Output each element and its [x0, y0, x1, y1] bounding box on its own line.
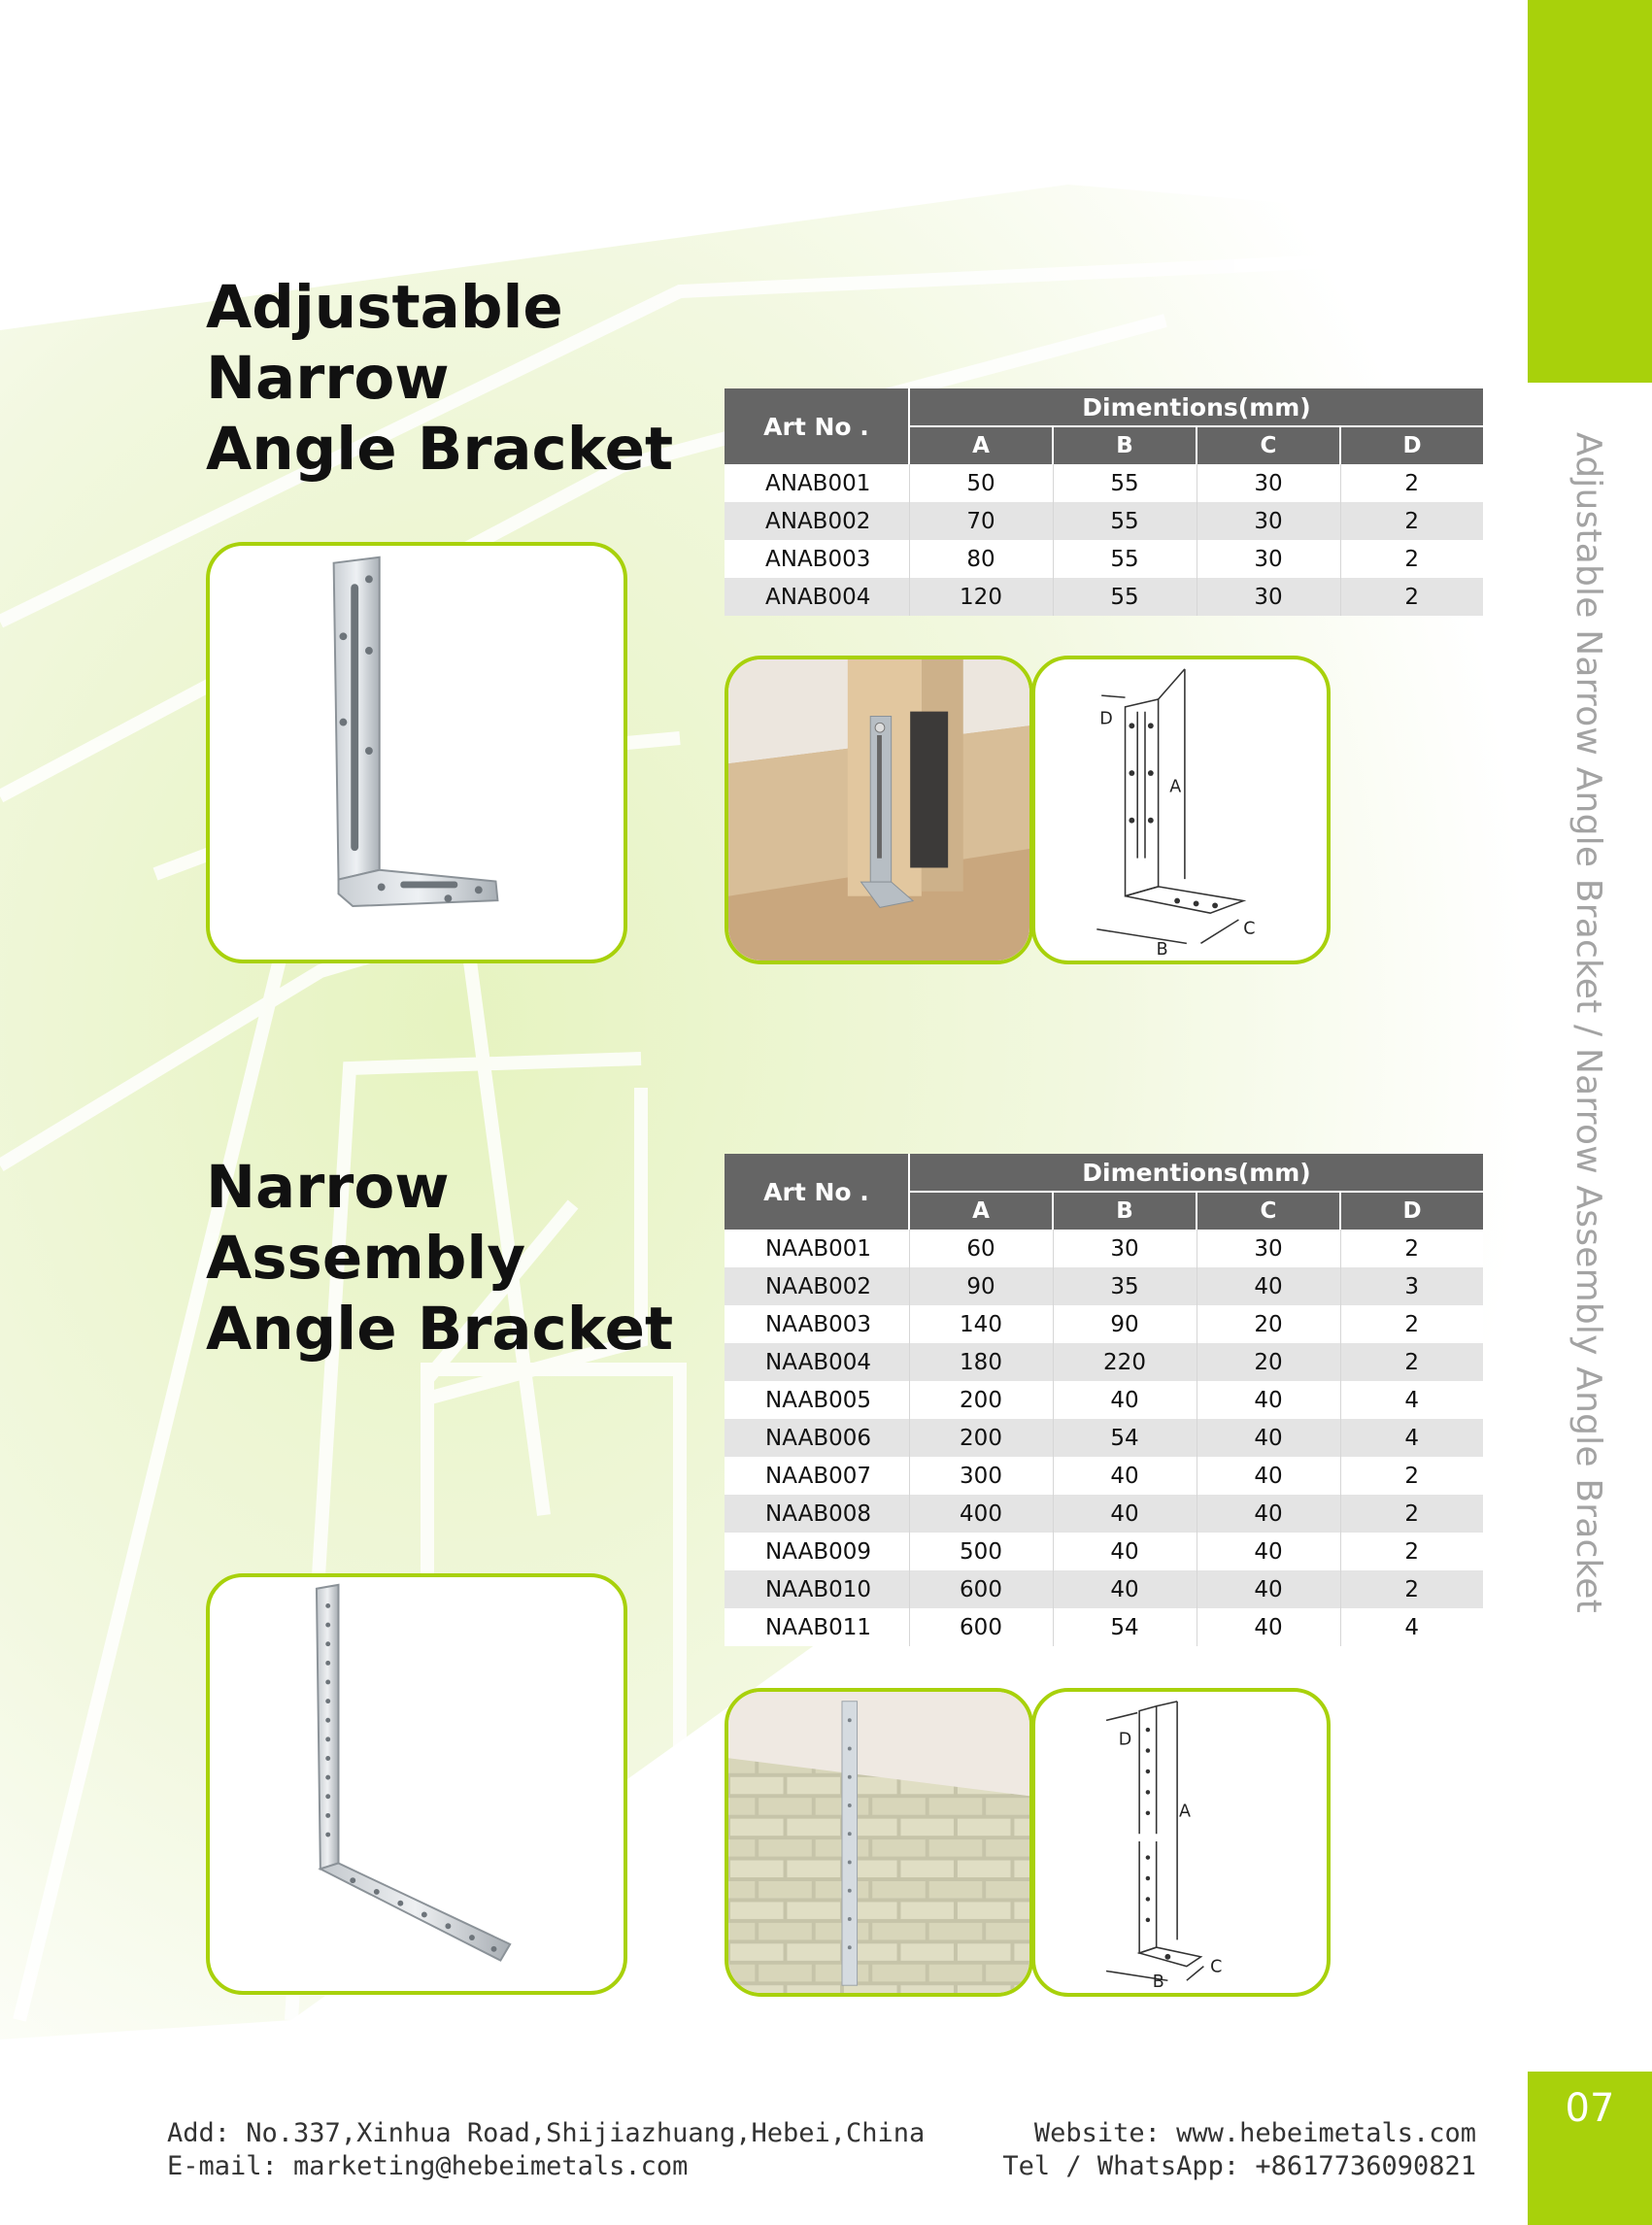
column-header: C — [1197, 426, 1340, 464]
table-cell: 40 — [1197, 1419, 1340, 1457]
dimensions-header: Dimentions(mm) — [909, 1154, 1483, 1192]
table-cell: 2 — [1340, 464, 1483, 502]
table-cell: 2 — [1340, 1305, 1483, 1343]
table-cell: NAAB011 — [725, 1608, 909, 1646]
diagram-label-d: D — [1118, 1730, 1132, 1750]
table-cell: NAAB009 — [725, 1533, 909, 1570]
table-cell: 80 — [909, 540, 1053, 578]
table-cell: NAAB006 — [725, 1419, 909, 1457]
table-cell: 30 — [1053, 1230, 1197, 1267]
table-cell: 40 — [1053, 1533, 1197, 1570]
art-no-header: Art No . — [725, 1154, 909, 1230]
table-cell: 30 — [1197, 540, 1340, 578]
table-row — [725, 1267, 1483, 1305]
table-cell: 600 — [909, 1608, 1053, 1646]
title-line: Narrow — [206, 1153, 450, 1222]
dimensions-header: Dimentions(mm) — [909, 388, 1483, 426]
table-cell: 90 — [909, 1267, 1053, 1305]
table-cell: 40 — [1053, 1495, 1197, 1533]
dimension-diagram-adjustable — [1031, 656, 1331, 964]
section-title-narrow-assembly — [206, 1152, 673, 1365]
table-cell: 40 — [1197, 1495, 1340, 1533]
table-cell: 4 — [1340, 1381, 1483, 1419]
installation-photo-adjustable — [725, 656, 1033, 964]
table-cell: 20 — [1197, 1343, 1340, 1381]
table-cell: 54 — [1053, 1419, 1197, 1457]
table-cell: 20 — [1197, 1305, 1340, 1343]
table-cell: 2 — [1340, 540, 1483, 578]
table-cell: NAAB008 — [725, 1495, 909, 1533]
table-cell: 200 — [909, 1419, 1053, 1457]
table-row — [725, 464, 1483, 502]
table-cell: 400 — [909, 1495, 1053, 1533]
table-cell: ANAB004 — [725, 578, 909, 616]
column-header: C — [1197, 1192, 1340, 1230]
title-line: Narrow — [206, 344, 450, 413]
side-caption: Adjustable Narrow Angle Bracket / Narrow Assembly Angle Bracket — [1568, 432, 1608, 1613]
footer-tel: Tel / WhatsApp: +8617736090821 — [1002, 2151, 1476, 2181]
installation-photo-narrow-assembly — [725, 1688, 1033, 1997]
table-row — [725, 1570, 1483, 1608]
accent-bar-top — [1528, 0, 1652, 383]
table-cell: 54 — [1053, 1608, 1197, 1646]
table-cell: 60 — [909, 1230, 1053, 1267]
table-cell: 300 — [909, 1457, 1053, 1495]
product-photo-adjustable-bracket — [206, 542, 627, 963]
table-cell: 2 — [1340, 578, 1483, 616]
table-cell: 2 — [1340, 1533, 1483, 1570]
table-cell: 200 — [909, 1381, 1053, 1419]
title-line: Assembly — [206, 1224, 526, 1293]
table-row — [725, 1495, 1483, 1533]
table-cell: 50 — [909, 464, 1053, 502]
table-cell: 2 — [1340, 502, 1483, 540]
column-header: D — [1340, 1192, 1483, 1230]
table-cell: 220 — [1053, 1343, 1197, 1381]
table-cell: 2 — [1340, 1570, 1483, 1608]
table-cell: 35 — [1053, 1267, 1197, 1305]
table-cell: 3 — [1340, 1267, 1483, 1305]
art-no-header: Art No . — [725, 388, 909, 464]
table-cell: 40 — [1053, 1457, 1197, 1495]
table-cell: 2 — [1340, 1230, 1483, 1267]
table-cell: NAAB010 — [725, 1570, 909, 1608]
table-cell: 30 — [1197, 502, 1340, 540]
table-row — [725, 1533, 1483, 1570]
column-header: A — [909, 1192, 1053, 1230]
table-cell: 2 — [1340, 1495, 1483, 1533]
table-cell: 40 — [1053, 1570, 1197, 1608]
table-row — [725, 1343, 1483, 1381]
table-row — [725, 578, 1483, 616]
diagram-label-c: C — [1210, 1957, 1223, 1977]
footer-contact-left — [167, 2117, 925, 2183]
table-cell: 70 — [909, 502, 1053, 540]
table-cell: NAAB001 — [725, 1230, 909, 1267]
footer-website: Website: www.hebeimetals.com — [1033, 2118, 1476, 2148]
title-line: Angle Bracket — [206, 1295, 674, 1364]
diagram-label-a: A — [1179, 1802, 1192, 1822]
table-row — [725, 1305, 1483, 1343]
table-cell: NAAB005 — [725, 1381, 909, 1419]
spec-table-anab — [725, 388, 1483, 616]
table-cell: NAAB007 — [725, 1457, 909, 1495]
table-cell: 55 — [1053, 540, 1197, 578]
table-row — [725, 540, 1483, 578]
page-number: 07 — [1565, 2086, 1615, 2131]
table-cell: 4 — [1340, 1608, 1483, 1646]
table-cell: 55 — [1053, 578, 1197, 616]
table-cell: 40 — [1053, 1381, 1197, 1419]
table-cell: NAAB004 — [725, 1343, 909, 1381]
table-row — [725, 1419, 1483, 1457]
table-row — [725, 1608, 1483, 1646]
column-header: A — [909, 426, 1053, 464]
diagram-label-a: A — [1169, 777, 1182, 797]
section-title-adjustable — [206, 272, 673, 485]
table-cell: 600 — [909, 1570, 1053, 1608]
table-cell: 55 — [1053, 502, 1197, 540]
table-row — [725, 1230, 1483, 1267]
diagram-label-b: B — [1152, 1972, 1164, 1993]
diagram-label-d: D — [1099, 709, 1113, 729]
table-cell: 40 — [1197, 1381, 1340, 1419]
table-cell: 40 — [1197, 1533, 1340, 1570]
table-row — [725, 1457, 1483, 1495]
table-row — [725, 502, 1483, 540]
column-header: B — [1053, 426, 1197, 464]
table-cell: 4 — [1340, 1419, 1483, 1457]
table-cell: 90 — [1053, 1305, 1197, 1343]
table-cell: 30 — [1197, 464, 1340, 502]
product-photo-narrow-assembly-bracket — [206, 1573, 627, 1995]
table-cell: 30 — [1197, 578, 1340, 616]
column-header: B — [1053, 1192, 1197, 1230]
column-header: D — [1340, 426, 1483, 464]
table-cell: 30 — [1197, 1230, 1340, 1267]
title-line: Angle Bracket — [206, 415, 674, 484]
spec-table-naab — [725, 1154, 1483, 1646]
table-cell: 2 — [1340, 1343, 1483, 1381]
table-cell: 500 — [909, 1533, 1053, 1570]
table-cell: ANAB001 — [725, 464, 909, 502]
table-cell: 40 — [1197, 1457, 1340, 1495]
table-cell: ANAB003 — [725, 540, 909, 578]
table-cell: 2 — [1340, 1457, 1483, 1495]
table-cell: NAAB003 — [725, 1305, 909, 1343]
table-cell: 180 — [909, 1343, 1053, 1381]
table-cell: 40 — [1197, 1608, 1340, 1646]
table-cell: NAAB002 — [725, 1267, 909, 1305]
dimension-diagram-narrow-assembly — [1031, 1688, 1331, 1997]
footer-address: Add: No.337,Xinhua Road,Shijiazhuang,Hebei,China — [167, 2118, 926, 2148]
footer-contact-right — [981, 2117, 1476, 2183]
diagram-label-c: C — [1243, 919, 1256, 939]
table-cell: 40 — [1197, 1267, 1340, 1305]
table-cell: 140 — [909, 1305, 1053, 1343]
footer-email: E-mail: marketing@hebeimetals.com — [167, 2151, 689, 2181]
title-line: Adjustable — [206, 273, 563, 342]
table-cell: 40 — [1197, 1570, 1340, 1608]
table-cell: 120 — [909, 578, 1053, 616]
diagram-label-b: B — [1156, 940, 1168, 961]
table-cell: 55 — [1053, 464, 1197, 502]
table-row — [725, 1381, 1483, 1419]
table-cell: ANAB002 — [725, 502, 909, 540]
